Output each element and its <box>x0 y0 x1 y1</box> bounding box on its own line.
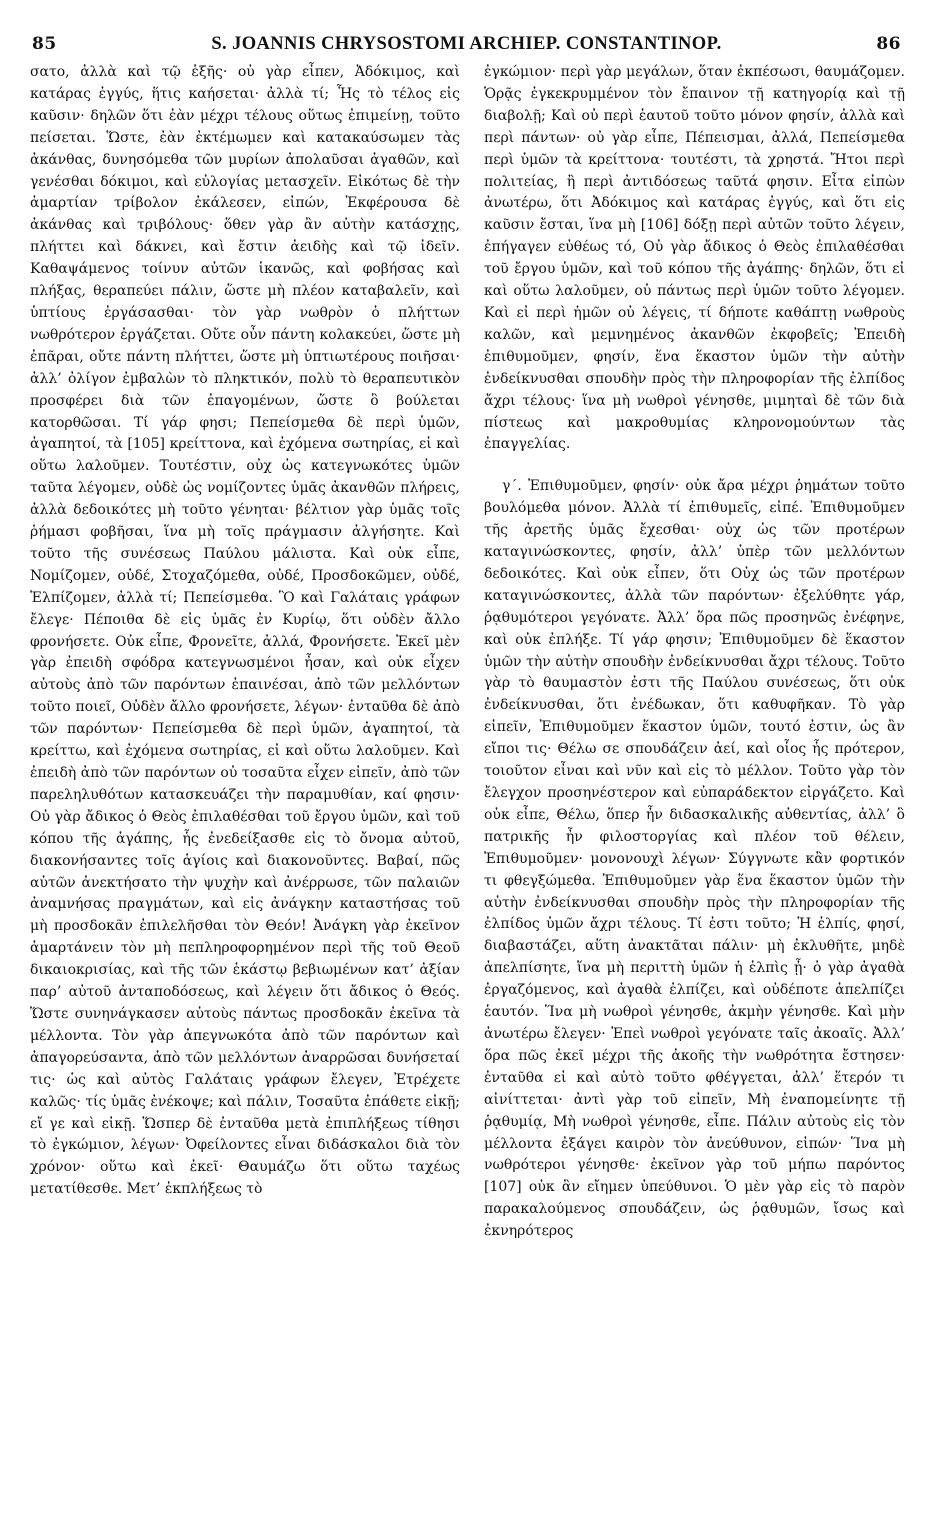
left-paragraph: σατο, ἀλλὰ καὶ τῷ ἑξῆς· οὐ γὰρ εἶπεν, Ἀδόκιμος, καὶ κατάρας ἐγγύς, ἥτις καήσεται· ἀλλὰ τί; Ἧς τὸ τέλος εἰς καῦσιν· δηλῶν ὅτι ἐὰν μέχρι τέλους οὕτως ἐπιμείνῃ, τοῦτο πείσεται. Ὥστε, ἐὰν ἐκτέμωμεν καὶ κατακαύσωμεν τὰς ἀκάνθας, δυνησόμεθα τῶν μυρίων ἀπολαῦσαι ἀγαθῶν, καὶ γενέσθαι δόκιμοι, καὶ εὐλογίας μετασχεῖν. Εἰκότως δὲ τὴν ἁμαρτίαν τρίβολον ἐκάλεσεν, εἰπών, Ἐκφέρουσα δὲ ἀκάνθας καὶ τριβόλους· ὅθεν γὰρ ἂν αὐτὴν κατάσχῃς, πλήττει καὶ δάκνει, καὶ ἔστιν ἀειδὴς καὶ τῷ ἰδεῖν. Καθαψάμενος τοίνυν αὐτῶν ἱκανῶς, καὶ φοβήσας καὶ πλήξας, θεραπεύει πάλιν, ὥστε μὴ πλέον καταβαλεῖν, καὶ ὑπτίους ἐργάσασθαι· τὸν γὰρ νωθρὸν ὁ πλήττων νωθρότερον ἐργάζεται. Οὔτε οὖν πάντη κολακεύει, ὥστε μὴ ἐπᾶραι, οὔτε πάντη πλήττει, ὥστε μὴ ὑπτιωτέρους ποιῆσαι· ἀλλ’ ὀλίγον ἐμβαλὼν τὸ πληκτικόν, πολὺ τὸ θεραπευτικὸν προσφέρει διὰ τῶν ἐπαγομένων, ὥστε ὃ βούλεται κατορθῶσαι. Τί γάρ φησι; Πεπείσμεθα δὲ περὶ ὑμῶν, ἀγαπητοί, τὰ [105] κρείττονα, καὶ ἐχόμενα σωτηρίας, εἰ καὶ οὕτω λαλοῦμεν. Τουτέστιν, οὐχ ὡς κατεγνωκότες ὑμῶν ταῦτα λέγομεν, οὐδὲ ὡς νομίζοντες ὑμᾶς ἀκανθῶν πλήρεις, ἀλλὰ δεδοικότες μὴ τοῦτο γένηται· βέλτιον γὰρ ὑμᾶς τοῖς ῥήμασι φοβῆσαι, ἵνα μὴ τοῖς πράγμασιν ἀλγήσητε. Καὶ τοῦτο τῆς συνέσεως Παύλου μάλιστα. Καὶ οὐκ εἶπε, Νομίζομεν, οὐδέ, Στοχαζόμεθα, οὐδέ, Προσδοκῶμεν, οὐδέ, Ἐλπίζομεν, ἀλλὰ τί; Πεπείσμεθα. Ὃ καὶ Γαλάταις γράφων ἔλεγε· Πέποιθα δὲ εἰς ὑμᾶς ἐν Κυρίῳ, ὅτι οὐδὲν ἄλλο φρονήσετε. Οὐκ εἶπε, Φρονεῖτε, ἀλλά, Φρονήσετε. Ἐκεῖ μὲν γὰρ ἐπειδὴ σφόδρα κατεγνωσμένοι ἦσαν, καὶ οὐκ εἶχεν αὐτοὺς ἀπὸ τῶν παρόντων ἐπαινέσαι, ἀπὸ τῶν μελλόντων τοῦτο ποιεῖ, Οὐδὲν ἄλλο φρονήσετε, λέγων· ἐνταῦθα δὲ ἀπὸ τῶν παρόντων· Πεπείσμεθα δὲ περὶ ὑμῶν, ἀγαπητοί, τὰ κρείττω, καὶ ἐχόμενα σωτηρίας, εἰ καὶ οὕτω λαλοῦμεν. Καὶ ἐπειδὴ ἀπὸ τῶν παρόντων οὐ τοσαῦτα εἶχεν εἰπεῖν, ἀπὸ τῶν παρεληλυθότων κατασκευάζει τὴν παραμυθίαν, καί φησιν· Οὐ γὰρ ἄδικος ὁ Θεὸς ἐπιλαθέσθαι τοῦ ἔργου ὑμῶν, καὶ τοῦ κόπου τῆς ἀγάπης, ἧς ἐνεδείξασθε εἰς τὸ ὄνομα αὐτοῦ, διακονήσαντες τοῖς ἁγίοις καὶ διακονοῦντες. Βαβαί, πῶς αὐτῶν ἀνεκτήσατο τὴν ψυχὴν καὶ ἀνέρρωσε, τῶν παλαιῶν ἀναμνήσας πραγμάτων, καὶ εἰς ἀνάγκην καταστήσας τοῦ μὴ προσδοκᾶν ἐπιλελῆσθαι τὸν Θεόν! Ἀνάγκη γὰρ ἐκεῖνον ἁμαρτάνειν τὸν μὴ πεπληροφορημένον περὶ τῆς τοῦ Θεοῦ δικαιοκρισίας, καὶ τῆς τῶν ἑκάστῳ βεβιωμένων κατ’ ἀξίαν παρ’ αὐτοῦ ἀνταποδόσεως, καὶ λέγειν ὅτι ἄδικος ὁ Θεός. Ὥστε συνηνάγκασεν αὐτοὺς πάντως προσδοκᾶν ἐκεῖνα τὰ μέλλοντα. Τὸν γὰρ ἀπεγνωκότα ἀπὸ τῶν παρόντων καὶ ἀπαγορεύσαντα, ἀπὸ τῶν μελλόντων ἀναρρῶσαι δυνήσεταί τις· ὡς καὶ αὐτὸς Γαλάταις γράφων ἔλεγεν, Ἐτρέχετε καλῶς· τίς ὑμᾶς ἐνέκοψε; καὶ πάλιν, Τοσαῦτα ἐπάθετε εἰκῇ; εἴ γε καὶ εἰκῇ. Ὥσπερ δὲ ἐνταῦθα μετὰ ἐπιπλήξεως τίθησι τὸ ἐγκώμιον, λέγων· Ὀφείλοντες εἶναι διδάσκαλοι διὰ τὸν χρόνον· οὕτω καὶ ἐκεῖ· Θαυμάζω ὅτι οὕτω ταχέως μετατίθεσθε. Μετ’ ἐκπλήξεως τὸ <box>30 64 460 1198</box>
left-column <box>30 62 460 1201</box>
page-number-left: 85 <box>32 34 57 54</box>
page-header <box>30 34 903 58</box>
running-title: S. JOANNIS CHRYSOSTOMI ARCHIEP. CONSTANTINOP. <box>211 34 722 54</box>
right-paragraph-1: ἐγκώμιον· περὶ γὰρ μεγάλων, ὅταν ἐκπέσωσι, θαυμάζομεν. Ὁρᾷς ἐγκεκρυμμένον τὸν ἔπαινον τῇ κατηγορίᾳ καὶ τῇ διαβολῇ; Καὶ οὐ περὶ ἑαυτοῦ τοῦτο μόνον φησίν, ἀλλὰ καὶ περὶ πάντων· οὐ γὰρ εἶπε, Πέπεισμαι, ἀλλά, Πεπείσμεθα περὶ ὑμῶν τὰ κρείττονα· τουτέστι, τὰ χρηστά. Ἤτοι περὶ πολιτείας, ἢ περὶ ἀντιδόσεως ταῦτά φησιν. Εἶτα εἰπὼν ἀνωτέρω, ὅτι Ἀδόκιμος καὶ κατάρας ἐγγύς, καὶ ὅτι εἰς καῦσιν ἔσται, ἵνα μὴ [106] δόξῃ περὶ αὐτῶν τοῦτο λέγειν, ἐπήγαγεν εὐθέως τό, Οὐ γὰρ ἄδικος ὁ Θεὸς ἐπιλαθέσθαι τοῦ ἔργου ὑμῶν, καὶ τοῦ κόπου τῆς ἀγάπης· δηλῶν, ὅτι εἰ καὶ οὕτω λαλοῦμεν, οὐ πάντως περὶ ὑμῶν τοῦτο λέγομεν. Καὶ εἰ περὶ ἡμῶν οὐ λέγεις, τί δήποτε καθάπτῃ νωθροὺς καλῶν, καὶ μεμνημένος ἀκανθῶν ἐκφοβεῖς; Ἐπειδὴ ἐπιθυμοῦμεν, φησίν, ἕνα ἕκαστον ὑμῶν τὴν αὐτὴν ἐνδείκνυσθαι σπουδὴν πρὸς τὴν πληροφορίαν τῆς ἐλπίδος ἄχρι τέλους· ἵνα μὴ νωθροὶ γένησθε, μιμηταὶ δὲ τῶν διὰ πίστεως καὶ μακροθυμίας κληρονομούντων τὰς ἐπαγγελίας. <box>484 64 905 453</box>
right-column <box>484 62 905 1243</box>
right-paragraph-2: γ΄. Ἐπιθυμοῦμεν, φησίν· οὐκ ἄρα μέχρι ῥημάτων τοῦτο βουλόμεθα μόνον. Ἀλλὰ τί ἐπιθυμεῖς, εἰπέ. Ἐπιθυμοῦμεν τῆς ἀρετῆς ὑμᾶς ἔχεσθαι· οὐχ ὡς τῶν προτέρων καταγινώσκοντες, φησίν, ἀλλ’ ὑπὲρ τῶν μελλόντων δεδοικότες. Καὶ οὐκ εἶπεν, ὅτι Οὐχ ὡς τῶν προτέρων καταγινώσκοντες, ἀλλὰ τῶν παρόντων· ἐξελύθητε γάρ, ῥᾳθυμότεροι γεγόνατε. Ἀλλ’ ὅρα πῶς προσηνῶς ἐνέφηνε, καὶ οὐκ ἐπλήξε. Τί γάρ φησιν; Ἐπιθυμοῦμεν δὲ ἕκαστον ὑμῶν τὴν αὐτὴν σπουδὴν ἐνδείκνυσθαι ἄχρι τέλους. Τοῦτο γὰρ τὸ θαυμαστὸν ἐστι τῆς Παύλου συνέσεως, ὅτι οὐκ ἐνδείκνυσθαι, ὅτι ἐνέδωκαν, ὅτι καθυφῆκαν. Τὸ γὰρ εἰπεῖν, Ἐπιθυμοῦμεν ἕκαστον ὑμῶν, τουτό ἐστιν, ὡς ἂν εἴποι τις· Θέλω σε σπουδάζειν ἀεί, καὶ οἷος ἦς πρότερον, τοιοῦτον εἶναι καὶ νῦν καὶ εἰς τὸ μέλλον. Τοῦτο γὰρ τὸν ἔλεγχον προσηνέστερον καὶ εὐπαράδεκτον εἰργάζετο. Καὶ οὐκ εἶπε, Θέλω, ὅπερ ἦν διδασκαλικῆς αὐθεντίας, ἀλλ’ ὃ πατρικῆς ἦν φιλοστοργίας καὶ πλέον τοῦ θέλειν, Ἐπιθυμοῦμεν· μονονουχὶ λέγων· Σύγγνωτε κἂν φορτικόν τι φθεγξώμεθα. Ἐπιθυμοῦμεν γὰρ ἕνα ἕκαστον ὑμῶν τὴν αὐτὴν ἐνδείκνυσθαι σπουδὴν πρὸς τὴν πληροφορίαν τῆς ἐλπίδος ὑμῶν ἄχρι τέλους. Τί ἐστι τοῦτο; Ἡ ἐλπίς, φησί, διαβαστάζει, αὕτη ἀνακτᾶται πάλιν· μὴ ἐκλυθῆτε, μηδὲ ἀπελπίσητε, ἵνα μὴ περιττὴ ὑμῶν ἡ ἐλπὶς ᾖ· ὁ γὰρ ἀγαθὰ ἐργαζόμενος, καὶ ἀγαθὰ ἐλπίζει, καὶ οὐδέποτε ἀπελπίζει ἑαυτόν. Ἵνα μὴ νωθροὶ γένησθε, ἀκμὴν γένησθε. Καὶ μὴν ἀνωτέρω ἔλεγεν· Ἐπεὶ νωθροὶ γεγόνατε ταῖς ἀκοαῖς. Ἀλλ’ ὅρα πῶς ἐκεῖ μέχρι τῆς ἀκοῆς τὴν νωθρότητα ἔστησεν· ἐνταῦθα εἰ καὶ αὐτὸ τοῦτο φθέγγεται, ἀλλ’ ἕτερόν τι αἰνίττεται· ἀντὶ γὰρ τοῦ εἰπεῖν, Μὴ ἐναπομείνητε τῇ ῥᾳθυμίᾳ, Μὴ νωθροὶ γένησθε, εἶπε. Πάλιν αὐτοὺς εἰς τὸν μέλλοντα ἐξάγει καιρὸν τὸν ἀνεύθυνον, εἰπών· Ἵνα μὴ νωθρότεροι γένησθε· ἐκεῖνον γὰρ τοῦ μήπω παρόντος [107] οὐκ ἂν εἴημεν ὑπεύθυνοι. Ὁ μὲν γὰρ εἰς τὸ παρὸν παρακαλούμενος σπουδάζειν, ὡς ῥᾳθυμῶν, ἴσως καὶ ἐκνηρότερος <box>484 478 905 1240</box>
page-number-right: 86 <box>876 34 901 54</box>
